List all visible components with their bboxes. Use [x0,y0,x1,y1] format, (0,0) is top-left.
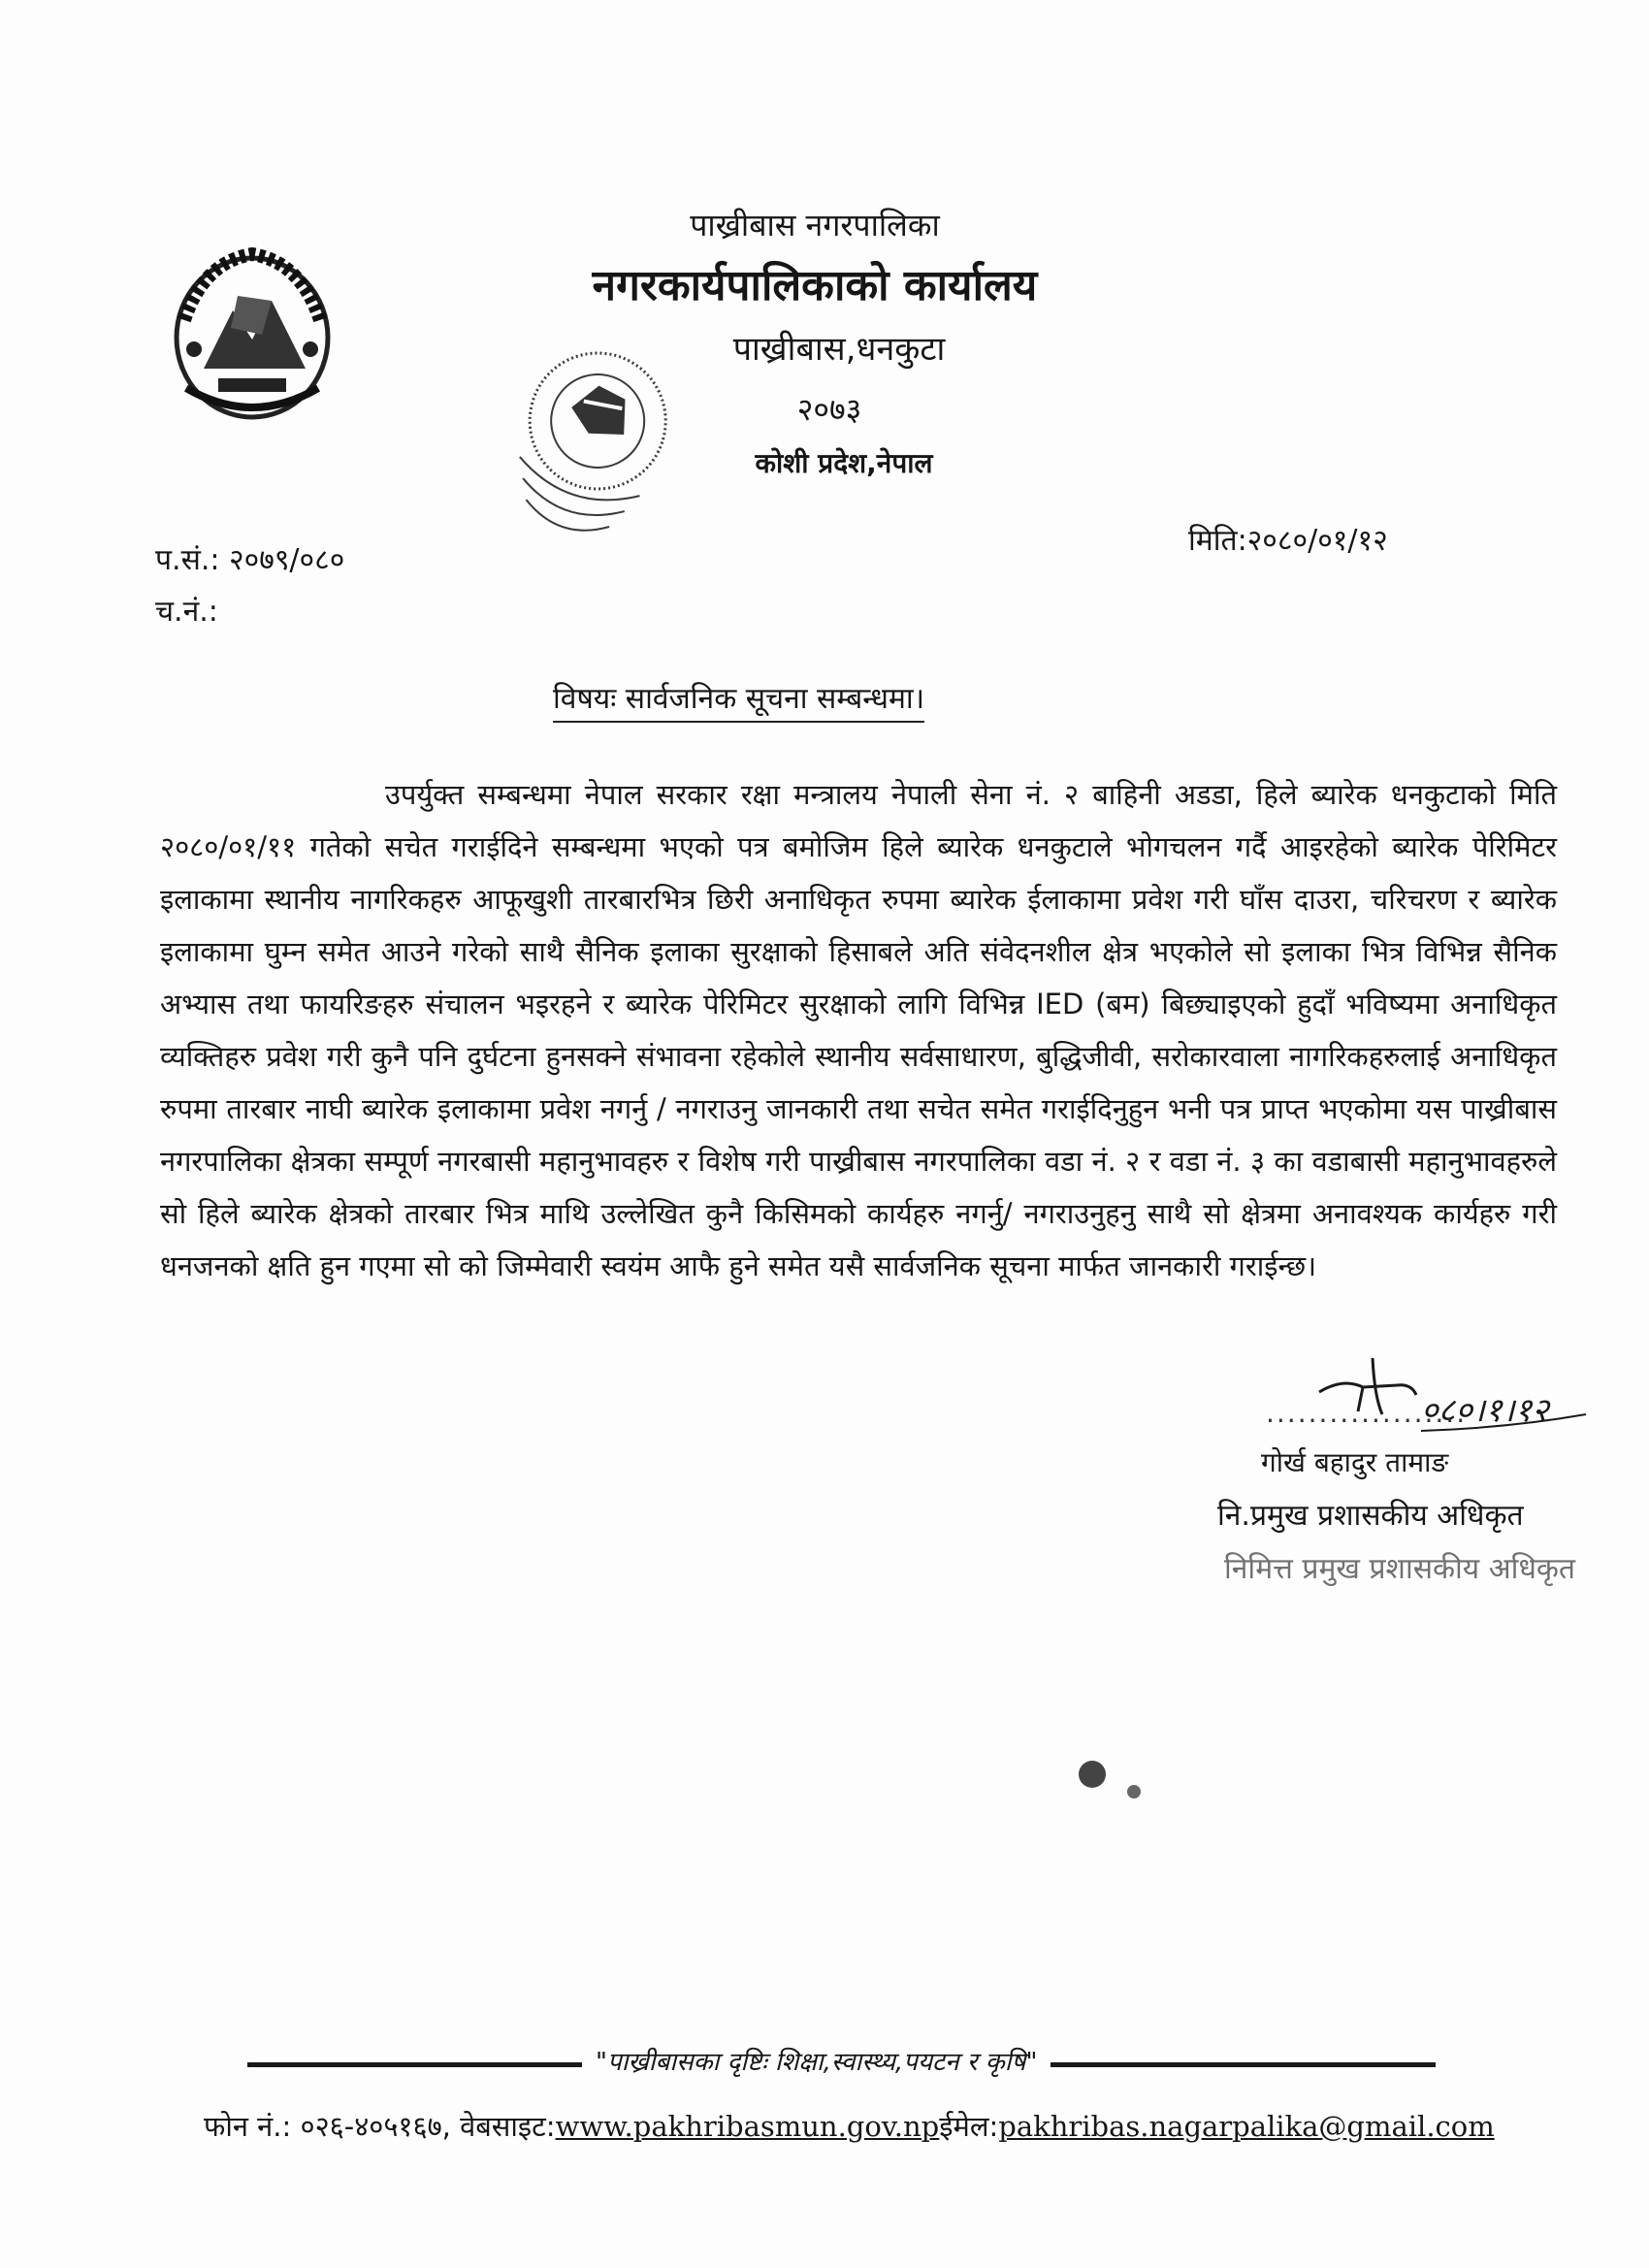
ink-blot [1079,1761,1106,1788]
designation-stamp: निमित्त प्रमुख प्रशासकीय अधिकृत [1224,1552,1576,1586]
footer-website-link[interactable]: www.pakhribasmun.gov.np [555,2110,940,2143]
established-year: २०७३ [796,391,862,428]
footer-email-link[interactable]: pakhribas.nagarpalika@gmail.com [998,2110,1495,2143]
signatory-title: नि.प्रमुख प्रशासकीय अधिकृत [1217,1499,1524,1533]
dispatch-number: च.नं.: [155,595,218,629]
municipality-name: पाख्रीबास नगरपालिका [690,207,940,243]
letter-subject: विषयः सार्वजनिक सूचना सम्बन्धमा। [553,677,924,723]
footer-contact [204,2107,1610,2145]
letter-body: उपर्युक्त सम्बन्धमा नेपाल सरकार रक्षा मन्त्रालय नेपाली सेना नं. २ बाहिनी अडडा, हिले ब्यारेक धनकुटाको मिति २०८०/०१/११ गतेको सचेत गराईदिने सम्बन्धमा भएको पत्र बमोजिम हिले ब्यारेक धनकुटाले भोगचलन गर्दै आइरहेको ब्यारेक पेरिमिटर इलाकामा स्थानीय नागरिकहरु आफूखुशी तारबारभित्र छिरी अनाधिकृत रुपमा ब्यारेक ईलाकामा प्रवेश गरी घाँस दाउरा, चरिचरण र ब्यारेक इलाकामा घुम्न समेत आउने गरेको साथै सैनिक इलाका सुरक्षाको हिसाबले अति संवेदनशील क्षेत्र भएकोले सो इलाका भित्र विभिन्न सैनिक अभ्यास तथा फायरिङहरु संचालन भइरहने र ब्यारेक पेरिमिटर सुरक्षाको लागि विभिन्न IED (बम) बिछ्याइएको हुदाँ भविष्यमा अनाधिकृत व्यक्तिहरु प्रवेश गरी कुनै पनि दुर्घटना हुनसक्ने संभावना रहेकोले स्थानीय सर्वसाधारण, बुद्धिजीवी, सरोकारवाला नागरिकहरुलाई अनाधिकृत रुपमा तारबार नाघी ब्यारेक इलाकामा प्रवेश नगर्नु / नगराउनु जानकारी तथा सचेत समेत गराईदिनुहुन भनी पत्र प्राप्त भएकोमा यस पाख्रीबास नगरपालिका क्षेत्रका सम्पूर्ण नगरबासी महानुभावहरु र विशेष गरी पाख्रीबास नगरपालिका वडा नं. २ र वडा नं. ३ का वडाबासी महानुभावहरुले सो हिले ब्यारेक क्षेत्रको तारबार भित्र माथि उल्लेखित कुनै किसिमको कार्यहरु नगर्नु/ नगराउनुहनु साथै सो क्षेत्रमा अनावश्यक कार्यहरु गरी धनजनको क्षति हुन गएमा सो को जिम्मेवारी स्वयंम आफै हुने समेत यसै सार्वजनिक सूचना मार्फत जानकारी गराईन्छ। [160,778,1557,1282]
letter-date: मिति:२०८०/०१/१२ [1188,524,1388,558]
office-location: पाख्रीबास,धनकुटा [732,330,946,369]
ink-blot [1127,1785,1141,1798]
footer-email-label: ईमेल: [939,2110,999,2143]
office-name: नगरकार्यपालिकाको कार्यालय [592,261,1038,310]
office-seal-stamp [480,308,703,570]
footer-motto: "पाख्रीबासका दृष्टिः शिक्षा,स्वास्थ्य,पयटन र कृषि" [582,2043,1051,2078]
signatory-name: गोर्ख बहादुर तामाङ [1261,1446,1449,1478]
nepal-emblem-icon [165,243,340,427]
signature-date: ०८०।१।१२ [1421,1391,1549,1430]
reference-number: प.सं.: २०७९/०८० [155,543,345,577]
handwritten-signature [1305,1339,1596,1445]
footer-phone: फोन नं.: ०२६-४०५१६७, वेबसाइट: [204,2110,556,2143]
province-name: कोशी प्रदेश,नेपाल [755,447,933,479]
signature-line: ................... [1266,1397,1468,1429]
